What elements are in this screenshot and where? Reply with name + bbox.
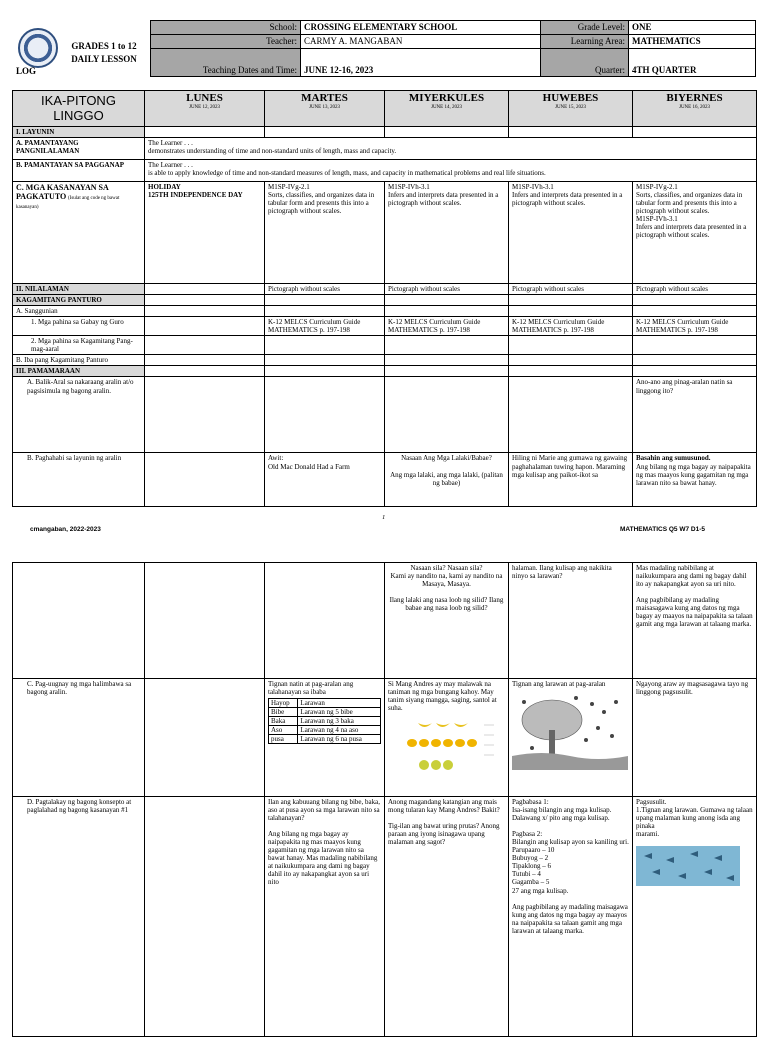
pagtalakay-biyernes-cell (633, 797, 757, 1037)
nilalaman-martes: Pictograph without scales (265, 284, 385, 295)
header-info-table (150, 20, 756, 77)
mini-header-hayop: Hayop (269, 699, 298, 708)
nilalaman-miyerkules: Pictograph without scales (385, 284, 509, 295)
pamantayan-pagganap-label: B. PAMANTAYAN SA PAGGANAP (13, 160, 145, 182)
pag-uugnay-huwebes-text: Tignan ang larawan at pag-aralan (512, 680, 606, 688)
form-title: GRADES 1 to 12 DAILY LESSON (71, 41, 137, 64)
kasanayan-label: C. MGA KASANAYAN SA PAGKATUTO (16, 183, 109, 202)
fish-pond-image (636, 846, 740, 886)
day-header-lunes: LUNES JUNE 12, 2023 (145, 91, 265, 127)
dates-label: Teaching Dates and Time: (151, 49, 301, 77)
area-label: Learning Area: (541, 35, 629, 49)
day-header-miyerkules: MIYERKULES JUNE 14, 2023 (385, 91, 509, 127)
gabay-biyernes: K-12 MELCS Curriculum Guide MATHEMATICS p. 197-198 (633, 317, 757, 336)
nilalaman-heading: II. NILALAMAN (13, 284, 145, 295)
pomelo-row (419, 760, 453, 770)
pag-uugnay-martes-cell (265, 679, 385, 797)
grade-label: Grade Level: (541, 21, 629, 35)
gabay-lunes (145, 317, 265, 336)
page-number: 1 (382, 514, 386, 521)
sanggunian-label: A. Sanggunian (13, 306, 145, 317)
mango-row (407, 739, 477, 747)
cont-huwebes: halaman. Ilang kulisap ang nakikita ninyo sa larawan? (509, 563, 633, 679)
teacher-label: Teacher: (151, 35, 301, 49)
form-title-log: LOG (16, 66, 37, 76)
table-row: Bibe (269, 708, 298, 717)
pagtalakay-huwebes: Pagbabasa 1: Isa-isang bilangin ang mga kulisap. Dalawang x/ pito ang mga kulisap. Pagbasa 2: Bilangin ang kulisap ayon sa kaniling uri. Parupaaro – 10 Bubuyog – 2 Tipaklong – 6 Tutubi – 4 Gagamba – 5 27 ang mga kulisap. Ang pagbibilang ay madaling maisagawa kung ang datos ng mga bagay ay maayos na naipapakita sa talaan gamit ang mga larawan at talaang marka. (509, 797, 633, 1037)
gabay-miyerkules: K-12 MELCS Curriculum Guide MATHEMATICS p. 197-198 (385, 317, 509, 336)
footer-left: cmangaban, 2022-2023 (30, 526, 101, 533)
kasanayan-biyernes: M1SP-IVg-2.1 Sorts, classifies, and organizes data in tabular form and presents this into a pictograph without scales. M1SP-IVh-3.1 Infers and interprets data presented in a pictograph without scales. (633, 182, 757, 284)
paghahabi-huwebes: Hiling ni Marie ang gumawa ng gawaing paghahalaman tuwing hapon. Maraming mga kulisap ang paikot-ikot sa (509, 453, 633, 507)
kasanayan-note: (Isulat ang code ng bawat kasanayan) (16, 196, 120, 210)
garden-insects-image (512, 690, 628, 770)
school-label: School: (151, 21, 301, 35)
pamamaraan-heading: III. PAMAMARAAN (13, 366, 145, 377)
teacher-value: CARMY A. MANGABAN (301, 35, 541, 49)
kagamitang-aaral-label: 2. Mga pahina sa Kagamitang Pang-mag-aaral (13, 336, 145, 355)
pagtalakay-label: D. Pagtalakay ng bagong konsepto at paglalahad ng bagong kasanayan #1 (13, 797, 145, 1037)
day-header-martes: MARTES JUNE 13, 2023 (265, 91, 385, 127)
pamantayang-pangnilalaman-text: The Learner . . . demonstrates understanding of time and non-standard units of length, mass and capacity. (145, 138, 757, 160)
dates-value: JUNE 12-16, 2023 (301, 49, 541, 77)
kasanayan-lunes: HOLIDAY 125TH INDEPENDENCE DAY (145, 182, 265, 284)
banana-row (418, 723, 468, 727)
fruit-pictograph-image (388, 715, 498, 773)
quarter-label: Quarter: (541, 49, 629, 77)
table-row: Aso (269, 726, 298, 735)
lesson-log-table-page1 (12, 90, 757, 507)
pag-uugnay-biyernes: Ngayong araw ay magsasagawa tayo ng linggong pagsusulit. (633, 679, 757, 797)
paghahabi-biyernes-cell (633, 453, 757, 507)
nilalaman-huwebes: Pictograph without scales (509, 284, 633, 295)
week-label: IKA-PITONG LINGGO (13, 91, 145, 127)
balik-aral-label: A. Balik-Aral sa nakaraang aralin at/o pagsisimula ng bagong aralin. (13, 377, 145, 453)
day-header-biyernes: BIYERNES JUNE 16, 2023 (633, 91, 757, 127)
mini-header-larawan: Larawan (298, 699, 381, 708)
day-header-huwebes: HUWEBES JUNE 15, 2023 (509, 91, 633, 127)
animal-tally-table: Hayop Larawan Bibe Larawan ng 5 bibe Baka Larawan ng 3 baka Aso Larawan ng 4 na aso pusa Larawan ng 6 na pusa (268, 698, 381, 744)
paghahabi-miyerkules: Nasaan Ang Mga Lalaki/Babae? Ang mga lalaki, ang mga lalaki, (palitan ng babae) (385, 453, 509, 507)
nilalaman-lunes (145, 284, 265, 295)
gabay-label: 1. Mga pahina sa Gabay ng Guro (13, 317, 145, 336)
deped-seal-logo (18, 28, 58, 68)
pamantayang-pangnilalaman-label: A. PAMANTAYANG PANGNILALAMAN (13, 138, 145, 160)
kasanayan-huwebes: M1SP-IVh-3.1 Infers and interprets data presented in a pictograph without scales. (509, 182, 633, 284)
pag-uugnay-label: C. Pag-uugnay ng mga halimbawa sa bagong aralin. (13, 679, 145, 797)
grade-value: ONE (629, 21, 756, 35)
nilalaman-biyernes: Pictograph without scales (633, 284, 757, 295)
pagtalakay-martes: Ilan ang kabuuang bilang ng bibe, baka, aso at pusa ayon sa mga larawan nito sa talahanayan? Ang bilang ng mga bagay ay naipapakita ng mas maayos kung gagamitan ng mga larawan nito sa bawat hanay. Mas madaling nabibilang at naikukumpara ang dami ng bagay dahil ito ay nakapangkat ayon sa uri nito (265, 797, 385, 1037)
kasanayan-label-cell (13, 182, 145, 284)
lesson-log-table-page2 (12, 562, 757, 1037)
school-value: CROSSING ELEMENTARY SCHOOL (301, 21, 541, 35)
table-row: pusa (269, 735, 298, 744)
cont-miyerkules: Nasaan sila? Nasaan sila? Kami ay nandito na, kami ay nandito na Masaya, Masaya. Ilang lalaki ang nasa loob ng silid? Ilang babae ang nasa loob ng silid? (385, 563, 509, 679)
paghahabi-biyernes-text: Ang bilang ng mga bagay ay naipapakita ng mas maayos kung gagamitan ng mga larawan nito sa bawat hanay. (636, 462, 751, 487)
pag-uugnay-huwebes-cell (509, 679, 633, 797)
pag-uugnay-miyerkules-cell (385, 679, 509, 797)
pagtalakay-miyerkules: Anong magandang katangian ang mais mong tularan kay Mang Andres? Bakit? Tig-ilan ang bawat uring prutas? Anong paraan ang iyong isinagawa upang malaman ang sagot? (385, 797, 509, 1037)
layunin-heading: I. LAYUNIN (13, 127, 145, 138)
kagamitan-heading: KAGAMITANG PANTURO (13, 295, 145, 306)
pagtalakay-biyernes-text: Pagsusulit. 1.Tignan ang larawan. Gumawa ng talaan upang malaman kung anong isda ang pinaka marami. (636, 798, 753, 839)
kasanayan-martes: M1SP-IVg-2.1 Sorts, classifies, and organizes data in tabular form and presents this into a pictograph without scales. (265, 182, 385, 284)
paghahabi-label: B. Paghahabi sa layunin ng aralin (13, 453, 145, 507)
gabay-martes: K-12 MELCS Curriculum Guide MATHEMATICS p. 197-198 (265, 317, 385, 336)
pamantayan-pagganap-text: The Learner . . . is able to apply knowledge of time and non-standard measures of length, mass, and capacity in mathematical problems and real life situations. (145, 160, 757, 182)
balik-aral-biyernes: Ano-ano ang pinag-aralan natin sa linggong ito? (633, 377, 757, 453)
pag-uugnay-martes-text: Tignan natin at pag-aralan ang talahanayan sa ibaba (268, 680, 354, 697)
area-value: MATHEMATICS (629, 35, 756, 49)
iba-pang-kagamitan-label: B. Iba pang Kagamitang Panturo (13, 355, 145, 366)
pag-uugnay-miyerkules-text: Si Mang Andres ay may malawak na taniman ng mga bungang kahoy. May tanim siyang mangga, saging, santol at suha. (388, 680, 497, 713)
quarter-value: 4TH QUARTER (629, 49, 756, 77)
paghahabi-biyernes-heading: Basahin ang sumusunod. (636, 454, 711, 463)
gabay-huwebes: K-12 MELCS Curriculum Guide MATHEMATICS p. 197-198 (509, 317, 633, 336)
footer-right: MATHEMATICS Q5 W7 D1-5 (620, 526, 705, 533)
table-row: Baka (269, 717, 298, 726)
kasanayan-miyerkules: M1SP-IVh-3.1 Infers and interprets data presented in a pictograph without scales. (385, 182, 509, 284)
cont-biyernes: Mas madaling nabibilang at naikukumpara ang dami ng bagay dahil ito ay nakapangkat ayon sa uri nito. Ang pagbibilang ay madaling maisasagawa kung ang datos ng mga bagay ay maayos na naipapakita sa talaan gamit ang mga larawan at talaang marka. (633, 563, 757, 679)
paghahabi-martes: Awit: Old Mac Donald Had a Farm (265, 453, 385, 507)
